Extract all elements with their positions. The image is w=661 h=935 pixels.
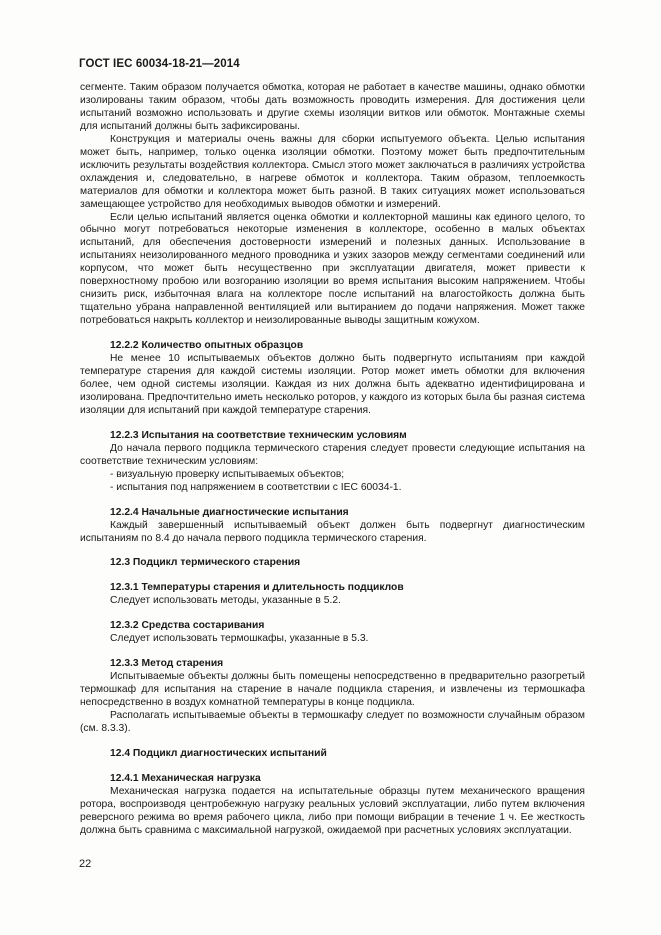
paragraph: Механическая нагрузка подается на испытательные образцы путем механического вращения ротора, воспроизводя центробежную нагрузку реальных условий эксплуатации, либо путем включения реверсного режима во время рабочего цикла, либо при помощи вибрации в течение 1 ч. Ее жесткость должна быть сравнима с максимальной нагрузкой, ожидаемой при расчетных условиях эксплуатации. bbox=[80, 785, 585, 836]
paragraph: Не менее 10 испытываемых объектов должно быть подвергнуто испытаниям при каждой температуре старения для каждой системы изоляции. Ротор может иметь обмотки для включения более, чем одной системы изоляции. Каждая из них должна быть адекватно идентифицирована и изолирована. Предпочтительно иметь несколько роторов, у каждого из которых была бы разная система изоляции для испытаний при каждой температуре старения. bbox=[80, 353, 585, 416]
section-heading: 12.2.4 Начальные диагностические испытания bbox=[110, 506, 349, 518]
section-heading: 12.2.3 Испытания на соответствие техническим условиям bbox=[110, 429, 407, 441]
paragraph: Испытываемые объекты должны быть помещены непосредственно в предварительно разогретый термошкаф для испытания на старение в начале подцикла старения, и извлечены из термошкафа непосредственно в воздух комнатной температуры в конце подцикла. bbox=[80, 671, 585, 709]
paragraph: Следует использовать термошкафы, указанные в 5.3. bbox=[110, 633, 369, 645]
paragraph: Следует использовать методы, указанные в 5.2. bbox=[110, 595, 341, 607]
document-body bbox=[80, 82, 585, 838]
section-heading: 12.3.2 Средства состаривания bbox=[110, 620, 265, 632]
paragraph: сегменте. Таким образом получается обмотка, которая не работает в качестве машины, однако обмотки изолированы таким образом, чтобы дать возможность проводить измерения. Для достижения цели испытаний возможно использовать и другие схемы изоляции витков или обмоток. Монтажные схемы для испытаний должны быть зафиксированы. bbox=[80, 82, 585, 132]
section-heading: 12.3.1 Температуры старения и длительность подциклов bbox=[110, 582, 404, 594]
paragraph: До начала первого подцикла термического старения следует провести следующие испытания на соответствие техническим условиям: bbox=[80, 442, 585, 467]
document-standard-id: ГОСТ IEC 60034-18-21—2014 bbox=[79, 58, 240, 70]
section-heading: 12.3 Подцикл термического старения bbox=[110, 557, 301, 569]
paragraph: Конструкция и материалы очень важны для сборки испытуемого объекта. Целью испытания может быть, например, только оценка изоляции обмотки. Поэтому может быть предпочтительным исключить результаты воздействия коллектора. Смысл этого может заключаться в различиях устройства охлаждения и, следовательно, в нагреве обмоток и коллектора. Таким образом, теплоемкость материалов для обмотки и коллектора может быть разной. В таких ситуациях может использоваться замещающее устройство для необходимых выводов обмотки и измерений. bbox=[80, 133, 585, 210]
list-item: - визуальную проверку испытываемых объектов; bbox=[110, 468, 345, 480]
page-number: 22 bbox=[79, 858, 92, 870]
section-heading: 12.4.1 Механическая нагрузка bbox=[110, 772, 261, 784]
list-item: - испытания под напряжением в соответствии с IEC 60034-1. bbox=[110, 481, 402, 493]
paragraph: Каждый завершенный испытываемый объект должен быть подвергнут диагностическим испытаниям по 8.4 до начала первого подцикла термического старения. bbox=[80, 519, 585, 544]
section-heading: 12.3.3 Метод старения bbox=[110, 658, 224, 670]
paragraph: Располагать испытываемые объекты в термошкафу следует по возможности случайным образом (см. 8.3.3). bbox=[80, 710, 585, 734]
section-heading: 12.2.2 Количество опытных образцов bbox=[110, 340, 304, 352]
section-heading: 12.4 Подцикл диагностических испытаний bbox=[110, 747, 327, 759]
paragraph: Если целью испытаний является оценка обмотки и коллекторной машины как единого целого, то обычно могут потребоваться некоторые изменения в коллекторе, особенно в малых объектах испытаний, для обеспечения достоверности измерений и полезных данных. Использование в испытаниях неизолированного медного проводника и узких зазоров между сегментами соединений или корпусом, что может быть несущественно при эксплуатации двигателя, может привести к поверхностному пробою или возгоранию изоляции во время испытания высоким напряжением. Чтобы снизить риск, избыточная влага на коллекторе после испытаний на влагостойкость должна быть тщательно убрана направленной вентиляцией или вытиранием до подачи напряжения. Может также потребоваться накрыть коллектор и неизолированные выводы защитным кожухом. bbox=[80, 211, 585, 327]
